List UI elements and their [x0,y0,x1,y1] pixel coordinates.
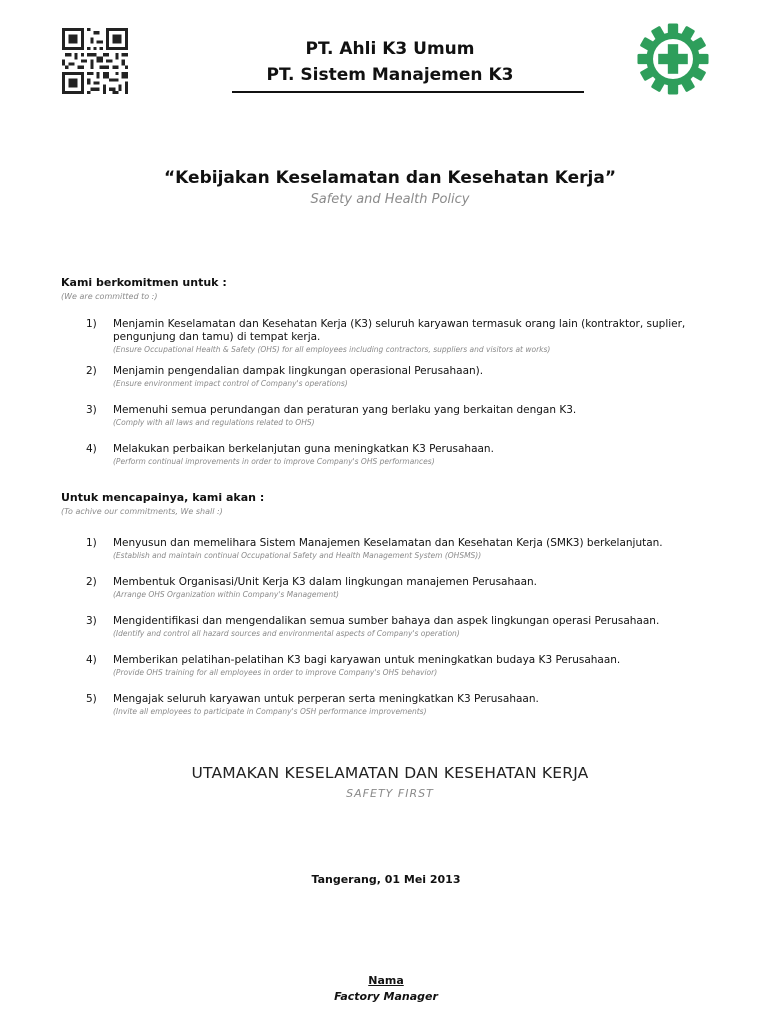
list-item [86,615,736,639]
list-item [86,537,736,561]
item-text: Menyusun dan memelihara Sistem Manajemen Keselamatan dan Kesehatan Kerja (SMK3) berkelanjutan. [113,537,663,549]
item-text: Menjamin pengendalian dampak lingkungan operasional Perusahaan). [113,365,484,377]
item-number: 3) [86,615,97,627]
item-text: Memenuhi semua perundangan dan peraturan yang berlaku yang berkaitan dengan K3. [113,404,577,416]
list-item [86,654,736,678]
item-text: Mengajak seluruh karyawan untuk perperan serta meningkatkan K3 Perusahaan. [113,693,539,705]
policy-subtitle: Safety and Health Policy [310,192,470,207]
safety-motto-en: SAFETY FIRST [346,787,434,800]
item-number: 5) [86,693,97,705]
commitment-list [86,318,736,467]
item-translation: (Ensure environment impact control of Company's operations) [113,379,348,388]
item-number: 1) [86,318,97,330]
item-text: Menjamin Keselamatan dan Kesehatan Kerja (K3) seluruh karyawan termasuk orang lain (kontraktor, suplier, pengunjung dan tamu) di tempat kerja. [113,318,686,343]
list-item [86,365,736,389]
item-text: Memberikan pelatihan-pelatihan K3 bagi karyawan untuk meningkatkan budaya K3 Perusahaan. [113,654,621,666]
item-translation: (Ensure Occupational Health & Safety (OHS) for all employees including contractors, suppliers and visitors at works) [113,345,551,354]
item-translation: (Identify and control all hazard sources and environmental aspects of Company's operation) [113,629,460,638]
item-translation: (Establish and maintain continual Occupational Safety and Health Management System (OHSMS)) [113,551,482,560]
item-number: 4) [86,443,97,455]
item-number: 2) [86,365,97,377]
item-text: Membentuk Organisasi/Unit Kerja K3 dalam lingkungan manajemen Perusahaan. [113,576,538,588]
header-divider [232,91,584,93]
signer-name [0,974,768,987]
signer-name-text: Nama [368,974,404,987]
list-item [86,404,736,428]
list-item [86,576,736,600]
item-translation: (Invite all employees to participate in Company's OSH performance improvements) [113,707,427,716]
company-header [240,36,540,88]
item-number: 4) [86,654,97,666]
company-name-2: PT. Sistem Manajemen K3 [266,65,514,85]
list-item [86,443,736,467]
item-number: 3) [86,404,97,416]
list-item [86,318,736,355]
qr-code-icon [62,28,128,94]
list-item [86,693,736,717]
item-translation: (Perform continual improvements in order to improve Company's OHS performances) [113,457,435,466]
achievement-list [86,537,736,717]
k3-gear-cross-logo-icon [636,22,710,96]
achievement-heading-en: (To achive our commitments, We shall :) [61,507,223,516]
item-text: Mengidentifikasi dan mengendalikan semua sumber bahaya dan aspek lingkungan operasi Perusahaan. [113,615,660,627]
commitment-heading-en: (We are committed to :) [61,292,158,301]
signer-role: Factory Manager [334,990,438,1003]
achievement-heading: Untuk mencapainya, kami akan : [61,491,265,504]
company-name-1: PT. Ahli K3 Umum [305,39,475,59]
item-number: 1) [86,537,97,549]
commitment-heading: Kami berkomitmen untuk : [61,276,227,289]
item-number: 2) [86,576,97,588]
policy-title: “Kebijakan Keselamatan dan Kesehatan Kerja” [164,168,616,188]
safety-motto: UTAMAKAN KESELAMATAN DAN KESEHATAN KERJA [191,764,589,782]
item-translation: (Comply with all laws and regulations related to OHS) [113,418,315,427]
place-date: Tangerang, 01 Mei 2013 [311,873,461,886]
item-translation: (Provide OHS training for all employees in order to improve Company's OHS behavior) [113,668,438,677]
item-translation: (Arrange OHS Organization within Company's Management) [113,590,339,599]
item-text: Melakukan perbaikan berkelanjutan guna meningkatkan K3 Perusahaan. [113,443,494,455]
